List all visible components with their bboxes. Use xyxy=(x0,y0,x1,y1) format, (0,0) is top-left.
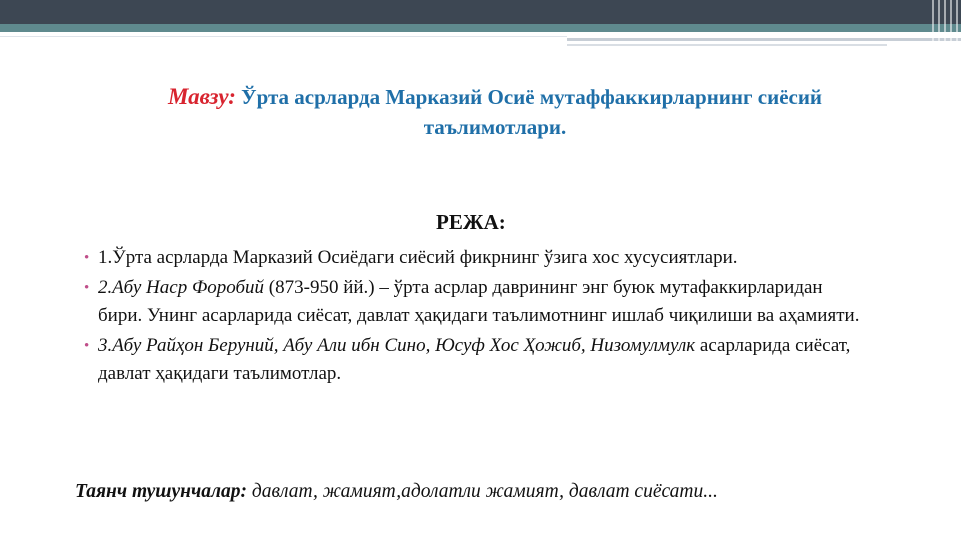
plan-item-text: 1.Ўрта асрларда Марказий Осиёдаги сиёсий фикрнинг ўзига хос хусусиятлари. xyxy=(98,247,738,268)
title-lead: Мавзу: xyxy=(167,84,236,109)
title-text: Ўрта асрларда Марказий Осиё мутаффаккирларнинг сиёсий таълимотлари. xyxy=(235,85,823,139)
header-line-lower xyxy=(567,44,887,46)
bullet-icon: • xyxy=(84,250,90,266)
bullet-icon: • xyxy=(84,338,90,354)
header-bar xyxy=(0,0,961,24)
plan-item xyxy=(84,274,864,330)
plan-item xyxy=(84,244,864,272)
plan-item-italic: 3.Абу Райҳон Беруний, Абу Али ибн Сино, Юсуф Хос Ҳожиб, Низомулмулк xyxy=(98,335,696,356)
header-divider xyxy=(0,36,567,37)
header-line-upper xyxy=(567,38,961,41)
key-concepts-label: Таянч тушунчалар: xyxy=(75,481,247,502)
plan-item xyxy=(84,332,864,388)
bullet-icon: • xyxy=(84,280,90,296)
plan-item-text: асарларида сиёсат, давлат ҳақидаги таълимотлар. xyxy=(98,335,851,384)
plan-item-text: (873-950 йй.) – ўрта асрлар даврининг энг буюк мутафаккирларидан бири. Унинг асарларида сиёсат, давлат ҳақидаги таълимотнинг ишлаб чиқилиши ва аҳамияти. xyxy=(98,277,860,326)
header-accent-bar xyxy=(0,24,961,32)
plan-list xyxy=(84,244,864,390)
plan-heading: РЕЖА: xyxy=(436,210,506,234)
header-stripes xyxy=(928,0,961,48)
key-concepts xyxy=(75,481,718,503)
plan-item-italic: 2.Абу Наср Форобий xyxy=(98,277,265,298)
key-concepts-terms: давлат, жамият,адолатли жамият, давлат сиёсати... xyxy=(247,481,718,502)
slide-title xyxy=(100,82,890,142)
